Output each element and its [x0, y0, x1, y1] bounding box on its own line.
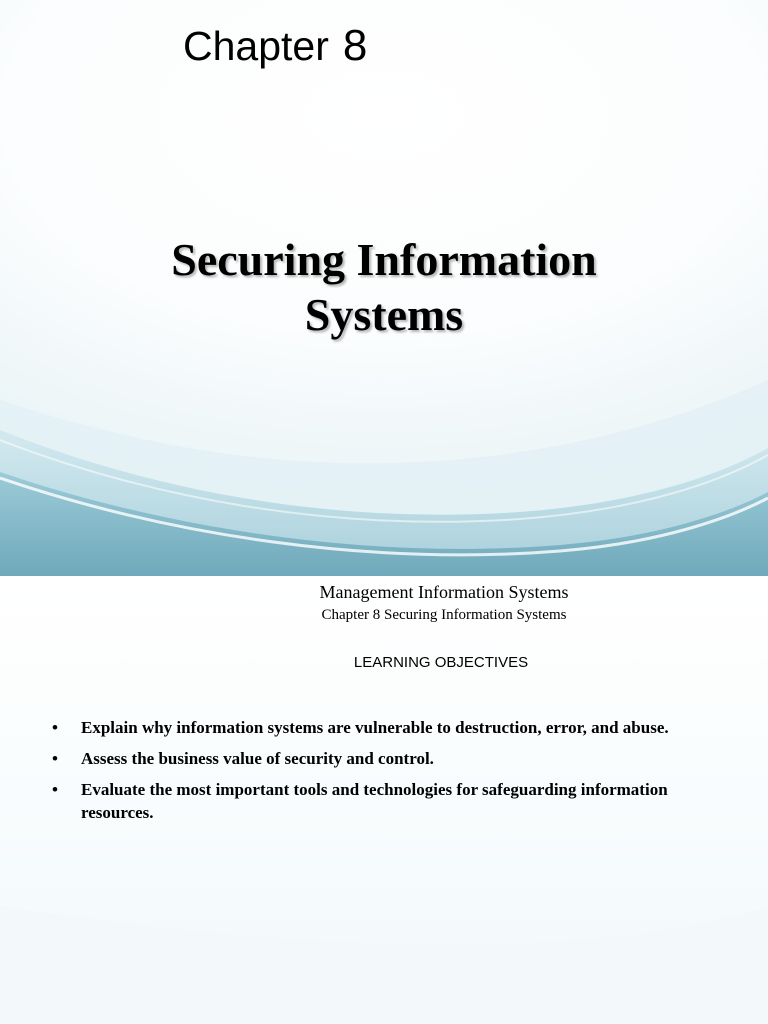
- list-item-text: Assess the business value of security and control.: [81, 749, 434, 768]
- objectives-list: [52, 716, 712, 832]
- list-item-text: Explain why information systems are vulnerable to destruction, error, and abuse.: [81, 718, 669, 737]
- list-item: [52, 778, 712, 824]
- list-item-text: Evaluate the most important tools and technologies for safeguarding information resources.: [81, 780, 668, 822]
- slide-title: [0, 232, 768, 342]
- header-title: Management Information Systems: [319, 582, 569, 602]
- chapter-number: 8: [342, 21, 368, 70]
- bullet-icon: •: [52, 718, 58, 737]
- chapter-heading: [183, 20, 367, 73]
- bullet-icon: •: [52, 780, 58, 799]
- bullet-icon: •: [52, 749, 58, 768]
- list-item: [52, 747, 712, 770]
- slide-title-line-2: Systems: [304, 289, 464, 340]
- section-heading: LEARNING OBJECTIVES: [353, 654, 529, 671]
- list-item: [52, 716, 712, 739]
- slide-title-line-1: Securing Information: [171, 234, 597, 285]
- chapter-word: Chapter: [183, 23, 329, 69]
- header-subtitle: Chapter 8 Securing Information Systems: [321, 607, 567, 623]
- learning-objectives-slide: [0, 576, 768, 1024]
